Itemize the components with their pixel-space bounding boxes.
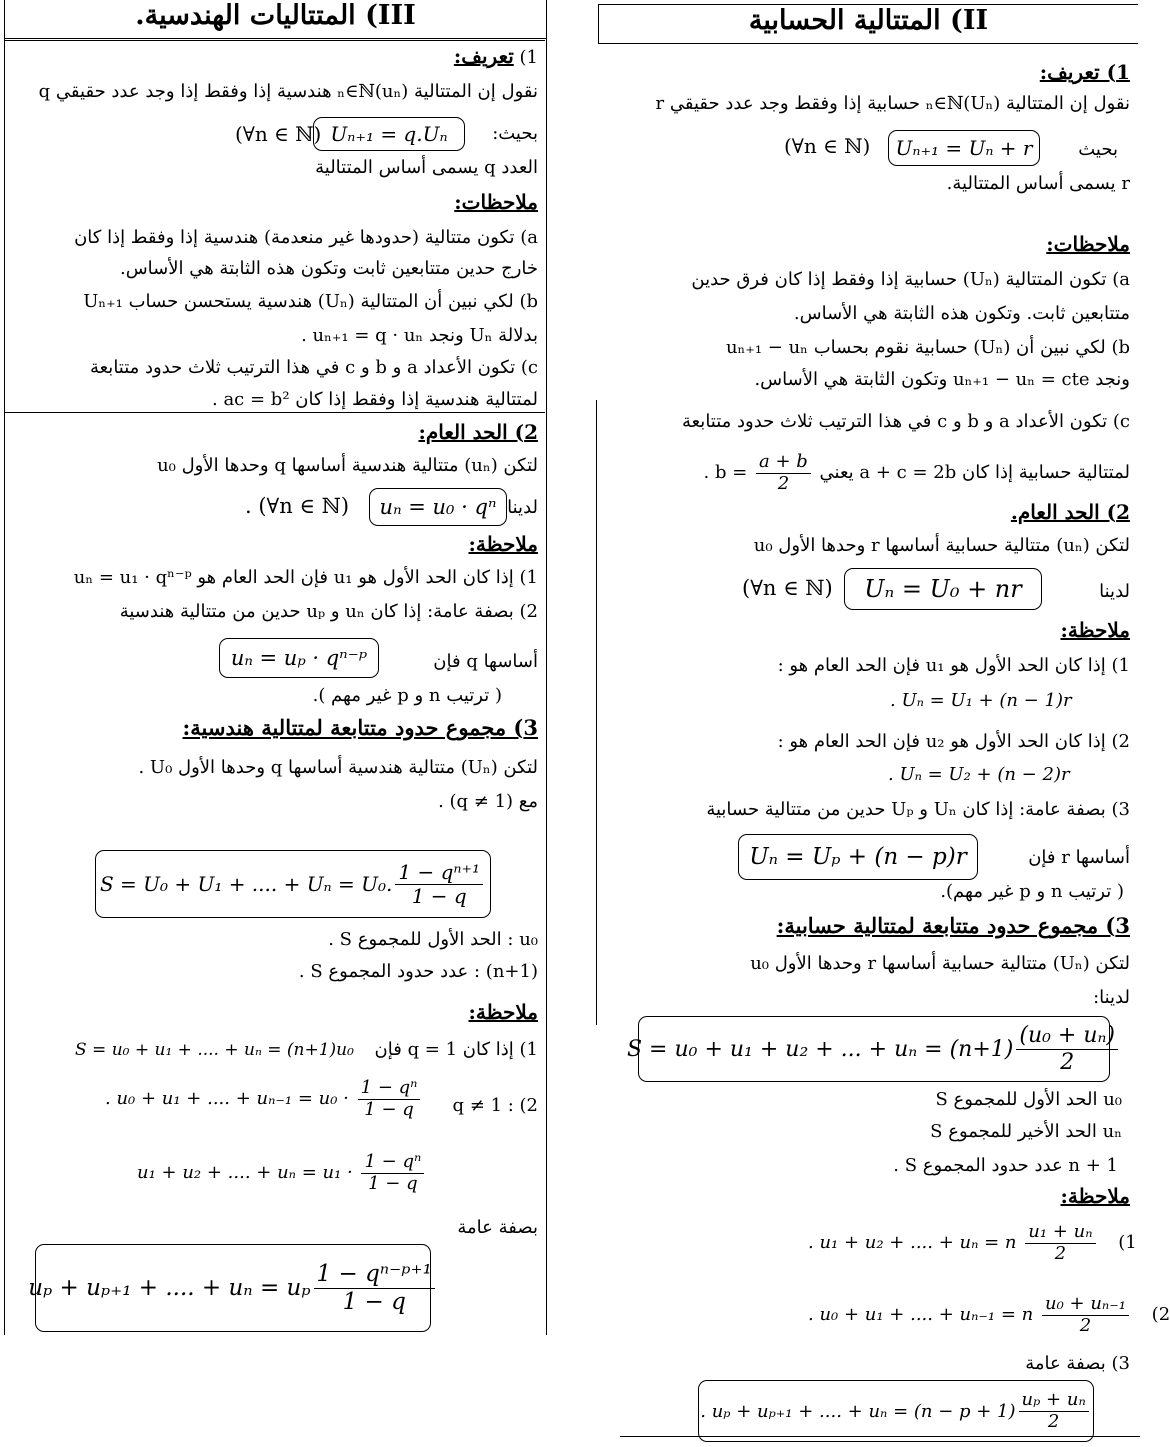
sum-note-2b-numerator: 1 − qⁿ — [361, 1152, 424, 1174]
sum-note-2b-left: u₁ + u₂ + .... + uₙ = u₁ · — [137, 1162, 353, 1184]
general-term-label: لدينا — [1099, 581, 1130, 602]
sum-note-2a-denominator: 1 − q — [364, 1098, 414, 1120]
general-note-2-order: ( ترتيب n و p غير مهم ). — [312, 685, 502, 706]
sum-formula-box — [95, 850, 491, 918]
sum-heading: 3) مجموع حدود متتابعة لمتتالية هندسية: — [182, 715, 538, 740]
sum-term-count: (n+1) : عدد حدود المجموع S . — [298, 961, 538, 982]
definition-formula-box: Uₙ₊₁ = Uₙ + r — [888, 130, 1040, 166]
sum-note-1-numerator: u₁ + uₙ — [1025, 1222, 1095, 1244]
sum-note-heading: ملاحظة: — [468, 1000, 538, 1024]
sum-note-2a-left: . u₀ + u₁ + .... + uₙ₋₁ = u₀ · — [105, 1088, 349, 1110]
definition-formula-box: Uₙ₊₁ = q.Uₙ — [313, 117, 465, 151]
general-note-1: 1) إذا كان الحد الأول هو u₁ فإن الحد العام هو : — [777, 655, 1130, 676]
sum-formula-numerator: 1 − qⁿ⁺¹ — [395, 861, 483, 885]
note-c-line2: لمتتالية حسابية إذا كان a + c = 2b يعني $\frac{a + b}{2}$ = b . — [703, 451, 1130, 494]
final-formula-numerator: 1 − qⁿ⁻ᵖ⁺¹ — [314, 1261, 435, 1288]
definition-line: نقول إن المتتالية (uₙ)ₙ∈ℕ هندسية إذا وفقط إذا وجد عدد حقيقي q — [38, 81, 538, 102]
sum-first-term: u₀ الحد الأول للمجموع S — [935, 1089, 1122, 1110]
general-term-formula-box: Uₙ = U₀ + nr — [844, 568, 1042, 610]
note-c-numerator: a + b — [756, 452, 811, 474]
sum-heading: 3) مجموع حدود متتابعة لمتتالية حسابية: — [776, 913, 1130, 938]
sum-formula-left: S = U₀ + U₁ + .... + Uₙ = U₀. — [99, 872, 393, 896]
sum-note-2b-denominator: 1 − q — [368, 1172, 418, 1194]
definition-ratio-line: العدد q يسمى أساس المتتالية — [315, 157, 538, 178]
definition-heading: 1) تعريف: — [453, 44, 538, 68]
general-note-3: 3) بصفة عامة: إذا كان Uₙ و Uₚ حدين من متتالية حسابية — [706, 799, 1130, 820]
sum-note-2-index: (2 — [1151, 1304, 1170, 1326]
sum-formula-left: S = u₀ + u₁ + u₂ + ... + uₙ = (n+1) — [626, 1036, 1014, 1062]
note-a-line1: a) تكون المتتالية (Uₙ) حسابية إذا وفقط إذا كان فرق حدين — [691, 269, 1130, 290]
general-note-3-order: ( ترتيب n و p غير مهم). — [940, 881, 1124, 902]
sum-note-3: 3) بصفة عامة — [1025, 1353, 1130, 1374]
sum-formula-denominator: 1 − q — [411, 883, 467, 908]
left-header-rule — [4, 40, 545, 41]
notes-heading: ملاحظات: — [1046, 232, 1130, 256]
general-note-heading: ملاحظة: — [468, 532, 538, 556]
final-formula-numerator: uₚ + uₙ — [1019, 1390, 1089, 1412]
definition-label: بحيث: — [492, 123, 538, 144]
note-b-line2: بدلالة Uₙ ونجد uₙ₊₁ = q · uₙ . — [301, 325, 538, 346]
definition-ratio-line: r يسمى أساس المتتالية. — [946, 173, 1130, 194]
sum-note-2a-numerator: 1 − qⁿ — [358, 1078, 421, 1100]
sum-note-1-denominator: 2 — [1054, 1242, 1067, 1264]
sum-note-heading: ملاحظة: — [1060, 1184, 1130, 1208]
sum-line2: لدينا: — [1093, 987, 1130, 1008]
sum-note-1-formula: S = u₀ + u₁ + .... + uₙ = (n+1)u₀ — [75, 1040, 354, 1060]
sum-last-term: uₙ الحد الأخير للمجموع S — [930, 1121, 1122, 1142]
general-term-heading: 2) الحد العام: — [418, 420, 538, 444]
definition-forall: (∀n ∈ ℕ) — [235, 122, 322, 146]
sum-note-1-label: 1) إذا كان q = 1 فإن — [374, 1039, 538, 1060]
geometric-sequences-column — [4, 0, 547, 1335]
general-term-formula-box: uₙ = u₀ · qⁿ — [369, 488, 507, 526]
sum-note-2a — [105, 1078, 423, 1120]
final-formula-box — [28, 1244, 432, 1332]
note-b-line1: b) لكي نبين أن المتتالية (Uₙ) هندسية يستحسن حساب Uₙ₊₁ — [83, 291, 538, 312]
sum-note-1-index: (1 — [1118, 1232, 1137, 1254]
sum-note-2-left: . u₀ + u₁ + .... + uₙ₋₁ = n — [808, 1304, 1034, 1326]
general-term-forall: . (∀n ∈ ℕ) — [245, 494, 350, 518]
note-c-line1: c) تكون الأعداد a و b و c في هذا الترتيب ثلاث حدود متتابعة — [681, 411, 1130, 432]
note-c-line1: c) تكون الأعداد a و b و c في هذا الترتيب ثلاث حدود متتابعة — [89, 357, 538, 378]
final-formula-denominator: 2 — [1047, 1410, 1060, 1432]
general-note-1-formula: . Uₙ = U₁ + (n − 1)r — [890, 690, 1072, 711]
general-note-2: 2) إذا كان الحد الأول هو u₂ فإن الحد العام هو : — [777, 731, 1130, 752]
note-c-denominator: 2 — [777, 472, 790, 494]
sum-formula-denominator: 2 — [1060, 1049, 1075, 1075]
definition-heading: 1) تعريف: — [1039, 60, 1130, 84]
final-formula-left: . uₚ + uₚ₊₁ + .... + uₙ = (n − p + 1) — [700, 1400, 1016, 1422]
left-section-rule — [4, 412, 545, 413]
sum-note-2 — [808, 1294, 1170, 1336]
note-a-line2: متتابعين ثابت. وتكون هذه الثابتة هي الأساس. — [793, 303, 1130, 324]
sum-first-term: u₀ : الحد الأول للمجموع S . — [328, 929, 538, 950]
sum-term-count: n + 1 عدد حدود المجموع S . — [893, 1155, 1118, 1176]
general-note-2: 2) بصفة عامة: إذا كان uₙ و uₚ حدين من متتالية هندسية — [119, 601, 538, 622]
note-a-line1: a) تكون متتالية (حدودها غير منعدمة) هندسية إذا وفقط إذا كان — [74, 227, 538, 248]
note-a-line2: خارج حدين متتابعين ثابت وتكون هذه الثابتة هي الأساس. — [119, 258, 538, 279]
general-note-3-label: أساسها r فإن — [1028, 847, 1130, 868]
notes-heading: ملاحظات: — [454, 190, 538, 214]
sum-note-1-left: . u₁ + u₂ + .... + uₙ = n — [808, 1232, 1017, 1254]
sum-line2: مع (q ≠ 1) . — [438, 791, 538, 812]
sum-note-2b — [137, 1152, 427, 1194]
general-note-2-formula: . Uₙ = U₂ + (n − 2)r — [888, 764, 1070, 785]
section-title-arithmetic: II) المتتالية الحسابية — [598, 4, 1138, 44]
final-formula-box — [698, 1380, 1094, 1442]
section-title-geometric: III) المتتاليات الهندسية. — [5, 0, 546, 39]
note-b-line2: ونجد uₙ₊₁ − uₙ = cte وتكون الثابتة هي الأساس. — [754, 369, 1130, 390]
sum-note-2-denominator: 2 — [1079, 1314, 1092, 1336]
arithmetic-sequences-column — [598, 0, 1170, 1447]
final-formula-left: uₚ + uₚ₊₁ + .... + uₙ = uₚ — [28, 1275, 311, 1301]
general-term-line: لتكن (uₙ) متتالية حسابية أساسها r وحدها الأول u₀ — [753, 535, 1130, 556]
general-note-heading: ملاحظة: — [1060, 618, 1130, 642]
right-bottom-rule — [620, 1436, 1140, 1437]
general-note-1: 1) إذا كان الحد الأول هو u₁ فإن الحد العام هو uₙ = u₁ · qⁿ⁻ᵖ — [73, 567, 538, 588]
general-term-label: لدينا — [507, 497, 538, 518]
definition-forall: (∀n ∈ ℕ) — [784, 134, 871, 158]
general-case-label: بصفة عامة — [457, 1217, 538, 1238]
final-formula-denominator: 1 − q — [342, 1288, 406, 1315]
sum-line1: لتكن (Uₙ) متتالية هندسية أساسها q وحدها الأول U₀ . — [138, 757, 538, 778]
sum-note-1 — [808, 1222, 1137, 1264]
definition-line: نقول إن المتتالية (Uₙ)ₙ∈ℕ حسابية إذا وفقط وجد عدد حقيقي r — [655, 93, 1130, 114]
general-term-line: لتكن (uₙ) متتالية هندسية أساسها q وحدها الأول u₀ — [157, 455, 538, 476]
note-b-line1: b) لكي نبين أن (Uₙ) حسابية نقوم بحساب uₙ₊₁ − uₙ — [725, 337, 1130, 358]
general-term-forall: (∀n ∈ ℕ) — [742, 576, 833, 600]
sum-note-2-label: 2) : q ≠ 1 — [452, 1095, 538, 1116]
general-note-2-formula-box: uₙ = uₚ · qⁿ⁻ᵖ — [219, 638, 379, 678]
right-column-rule — [596, 400, 597, 1025]
note-c-line2: لمتتالية هندسية إذا وفقط إذا كان ac = b² . — [212, 389, 538, 410]
general-note-2-label: أساسها q فإن — [433, 651, 538, 672]
sum-note-2-numerator: u₀ + uₙ₋₁ — [1042, 1294, 1129, 1316]
general-term-heading: 2) الحد العام. — [1010, 500, 1130, 524]
sum-formula-numerator: (u₀ + uₙ) — [1016, 1023, 1118, 1049]
sum-formula-box — [626, 1016, 1116, 1082]
definition-label: بحيث — [1078, 139, 1118, 160]
general-note-3-formula-box: Uₙ = Uₚ + (n − p)r — [738, 834, 978, 880]
sum-line1: لتكن (Uₙ) متتالية حسابية أساسها r وحدها الأول u₀ — [750, 953, 1130, 974]
